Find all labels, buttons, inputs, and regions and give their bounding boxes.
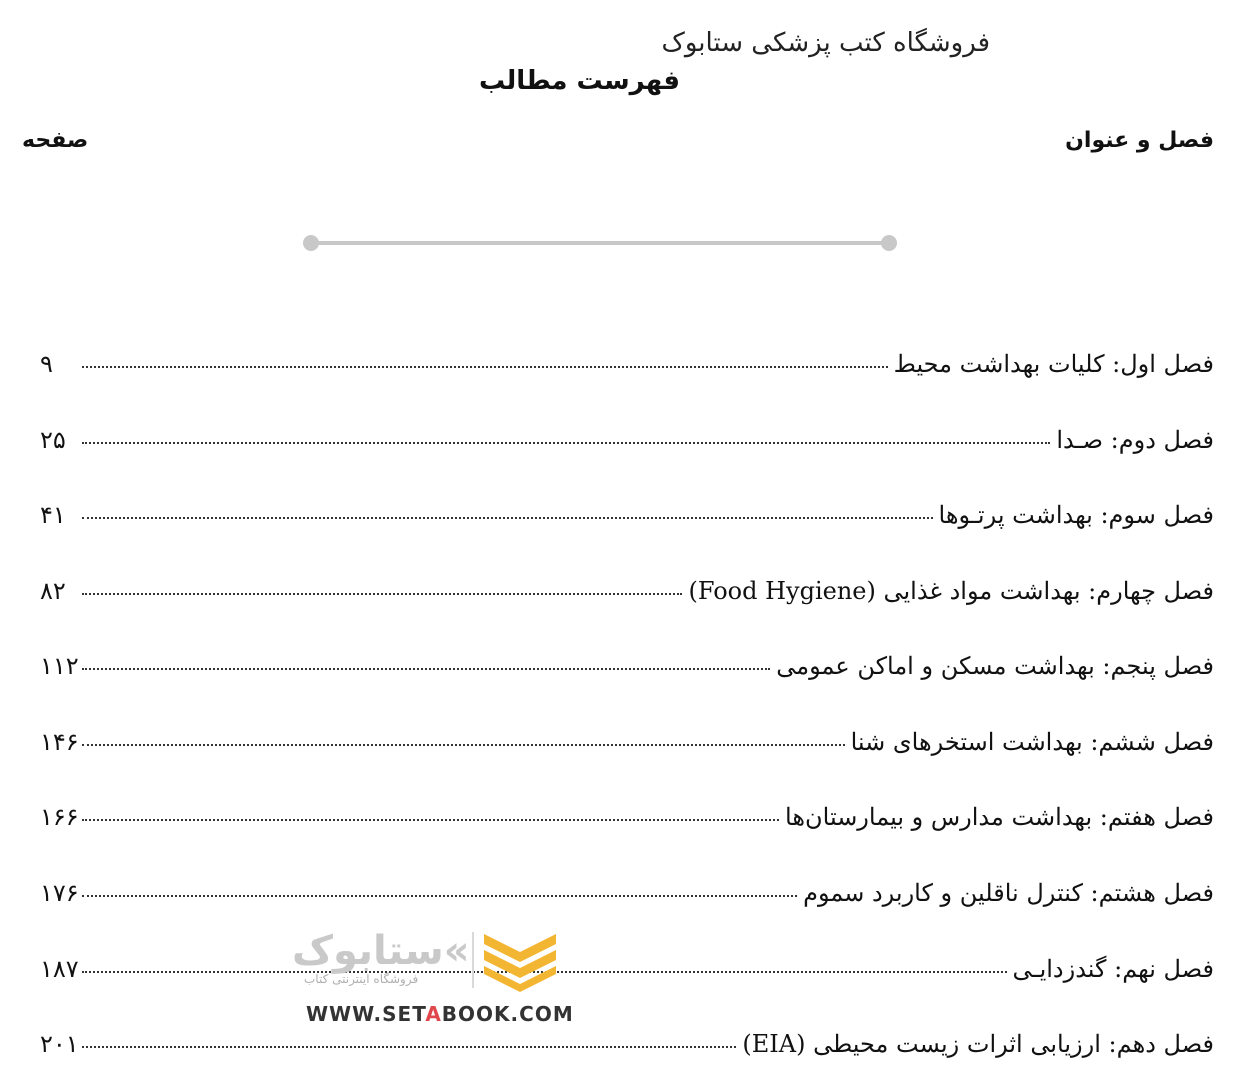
toc-row-page: ۱۸۷ — [40, 955, 79, 983]
dot-leader — [82, 744, 845, 746]
toc-row-title: فصل نهم: گندزدایـی — [1012, 955, 1214, 983]
toc-row[interactable] — [40, 652, 1214, 692]
watermark-logo-text: ستابوک« — [292, 928, 470, 974]
toc-row-page: ۱۴۶ — [40, 728, 79, 756]
toc-row-title: فصل هشتم: کنترل ناقلین و کاربرد سموم — [803, 879, 1214, 907]
dot-leader — [82, 668, 770, 670]
toc-row[interactable] — [40, 426, 1214, 466]
toc-row[interactable] — [40, 577, 1214, 617]
divider-end-dot — [303, 235, 319, 251]
toc-title: فهرست مطالب — [479, 66, 680, 96]
toc-row-page: ۱۷۶ — [40, 879, 79, 907]
column-header-chapter: فصل و عنوان — [1065, 128, 1214, 153]
dot-leader — [82, 895, 797, 897]
toc-row[interactable] — [40, 728, 1214, 768]
toc-row-page: ۴۱ — [40, 501, 66, 529]
toc-row[interactable] — [40, 501, 1214, 541]
toc-row-title: فصل دهم: ارزیابی اثرات زیست محیطی (EIA) — [742, 1030, 1214, 1058]
toc-row[interactable] — [40, 350, 1214, 390]
toc-row-title: فصل هفتم: بهداشت مدارس و بیمارستان‌ها — [785, 803, 1214, 831]
dot-leader — [82, 593, 682, 595]
toc-row[interactable] — [40, 879, 1214, 919]
decorative-divider — [311, 241, 889, 245]
toc-row-title: فصل دوم: صـدا — [1056, 426, 1214, 454]
stacked-chevrons-icon — [480, 930, 560, 992]
toc-row[interactable] — [40, 1030, 1214, 1070]
toc-row[interactable] — [40, 803, 1214, 843]
toc-row-page: ۸۲ — [40, 577, 66, 605]
toc-row-page: ۱۶۶ — [40, 803, 79, 831]
toc-row-title: فصل پنجم: بهداشت مسکن و اماکن عمومی — [776, 652, 1214, 680]
store-title: فروشگاه کتب پزشکی ستابوک — [661, 28, 990, 58]
toc-row-title: فصل سوم: بهداشت پرتـوها — [938, 501, 1214, 529]
dot-leader — [82, 442, 1050, 444]
toc-row-page: ۹ — [40, 350, 53, 378]
url-highlight: A — [425, 1002, 442, 1026]
toc-row-page: ۲۵ — [40, 426, 66, 454]
url-suffix: BOOK.COM — [441, 1002, 574, 1026]
column-header-page: صفحه — [22, 128, 89, 153]
dot-leader — [82, 517, 933, 519]
dot-leader — [82, 366, 888, 368]
watermark-url[interactable] — [306, 1002, 574, 1026]
url-prefix: WWW.SET — [306, 1002, 426, 1026]
toc-row-title: فصل اول: کلیات بهداشت محیط — [893, 350, 1214, 378]
toc-row[interactable] — [40, 955, 1214, 995]
toc-row-title: فصل چهارم: بهداشت مواد غذایی (Food Hygiene) — [688, 577, 1214, 605]
watermark-separator — [472, 932, 474, 988]
divider-end-dot — [881, 235, 897, 251]
toc-row-page: ۲۰۱ — [40, 1030, 79, 1058]
dot-leader — [82, 819, 779, 821]
dot-leader — [82, 1046, 736, 1048]
watermark-tagline: فروشگاه اینترنتی کتاب — [304, 972, 419, 986]
toc-row-title: فصل ششم: بهداشت استخرهای شنا — [850, 728, 1214, 756]
watermark — [292, 928, 574, 1033]
toc-row-page: ۱۱۲ — [40, 652, 79, 680]
